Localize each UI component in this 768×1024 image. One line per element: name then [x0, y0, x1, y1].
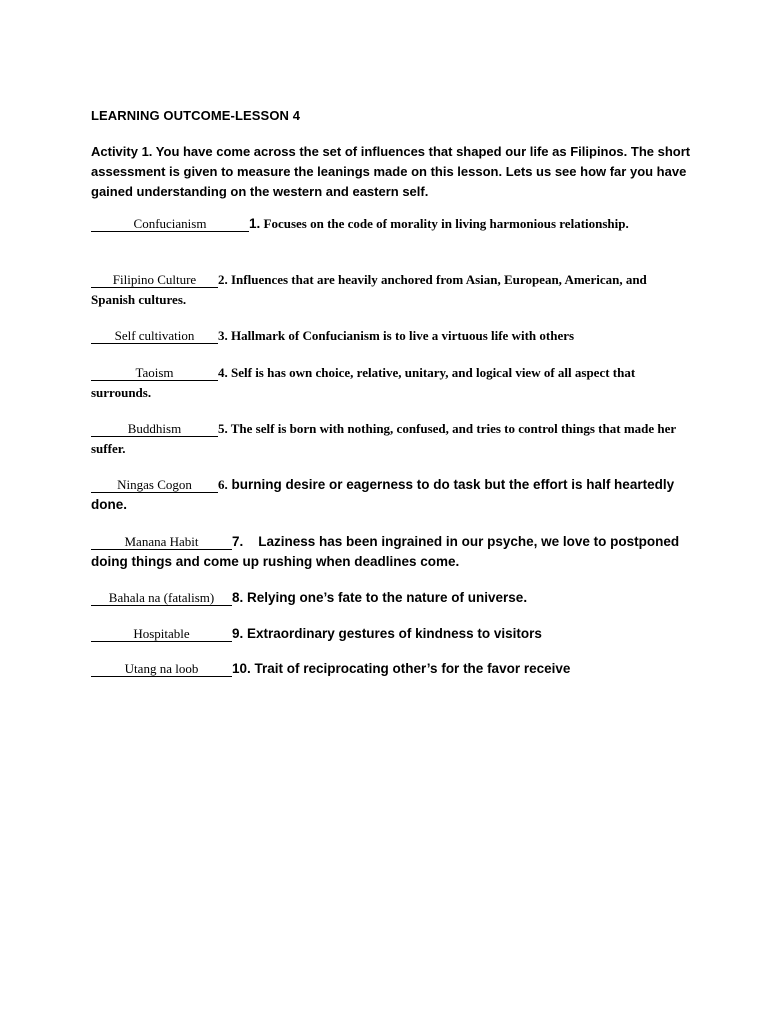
item-number: 1. [249, 216, 261, 231]
item-number: 3. [218, 328, 228, 343]
page-title: LEARNING OUTCOME-LESSON 4 [91, 108, 301, 123]
list-item [91, 475, 691, 515]
answer-blank: Manana Habit [91, 534, 232, 550]
item-text: Extraordinary gestures of kindness to visitors [243, 626, 542, 641]
list-item [91, 588, 691, 608]
list-item [91, 419, 691, 459]
item-text: burning desire or eagerness to do task but the effort is half heartedly done. [91, 477, 675, 512]
item-number: 6. [218, 477, 228, 492]
list-item [91, 659, 691, 679]
item-number: 7. [232, 534, 244, 549]
answer-blank: Self cultivation [91, 328, 218, 344]
activity-instructions: Activity 1. You have come across the set of influences that shaped our life as Filipinos. The short assessment is given to measure the leanings made on this lesson. Lets us see how far you have gained understanding on the western and eastern self. [91, 144, 691, 199]
list-item [91, 326, 691, 346]
list-item [91, 532, 691, 572]
answer-blank: Hospitable [91, 626, 232, 642]
item-text: Focuses on the code of morality in living harmonious relationship. [260, 216, 629, 231]
item-number: 8. [232, 590, 244, 605]
item-number: 9. [232, 626, 244, 641]
list-item [91, 363, 691, 403]
item-text: The self is born with nothing, confused, and tries to control things that made her suffer. [91, 421, 676, 456]
answer-blank: Filipino Culture [91, 272, 218, 288]
item-text: Laziness has been ingrained in our psyche, we love to postponed doing things and come up rushing when deadlines come. [91, 534, 683, 569]
item-text: Influences that are heavily anchored from Asian, European, American, and Spanish cultures. [91, 272, 647, 307]
answer-blank: Confucianism [91, 216, 249, 232]
item-number: 10. [232, 661, 251, 676]
list-item [91, 214, 691, 234]
item-text: Trait of reciprocating other’s for the favor receive [250, 661, 571, 676]
answer-blank: Bahala na (fatalism) [91, 590, 232, 606]
answer-blank: Taoism [91, 365, 218, 381]
item-text: Self is has own choice, relative, unitary, and logical view of all aspect that surrounds. [91, 365, 636, 400]
item-text: Relying one’s fate to the nature of universe. [243, 590, 528, 605]
list-item [91, 624, 691, 644]
answer-blank: Ningas Cogon [91, 477, 218, 493]
item-number: 2. [218, 272, 228, 287]
item-text: Hallmark of Confucianism is to live a virtuous life with others [227, 328, 575, 343]
answer-blank: Utang na loob [91, 661, 232, 677]
list-item [91, 270, 691, 310]
answer-blank: Buddhism [91, 421, 218, 437]
item-number: 5. [218, 421, 228, 436]
item-number: 4. [218, 365, 228, 380]
